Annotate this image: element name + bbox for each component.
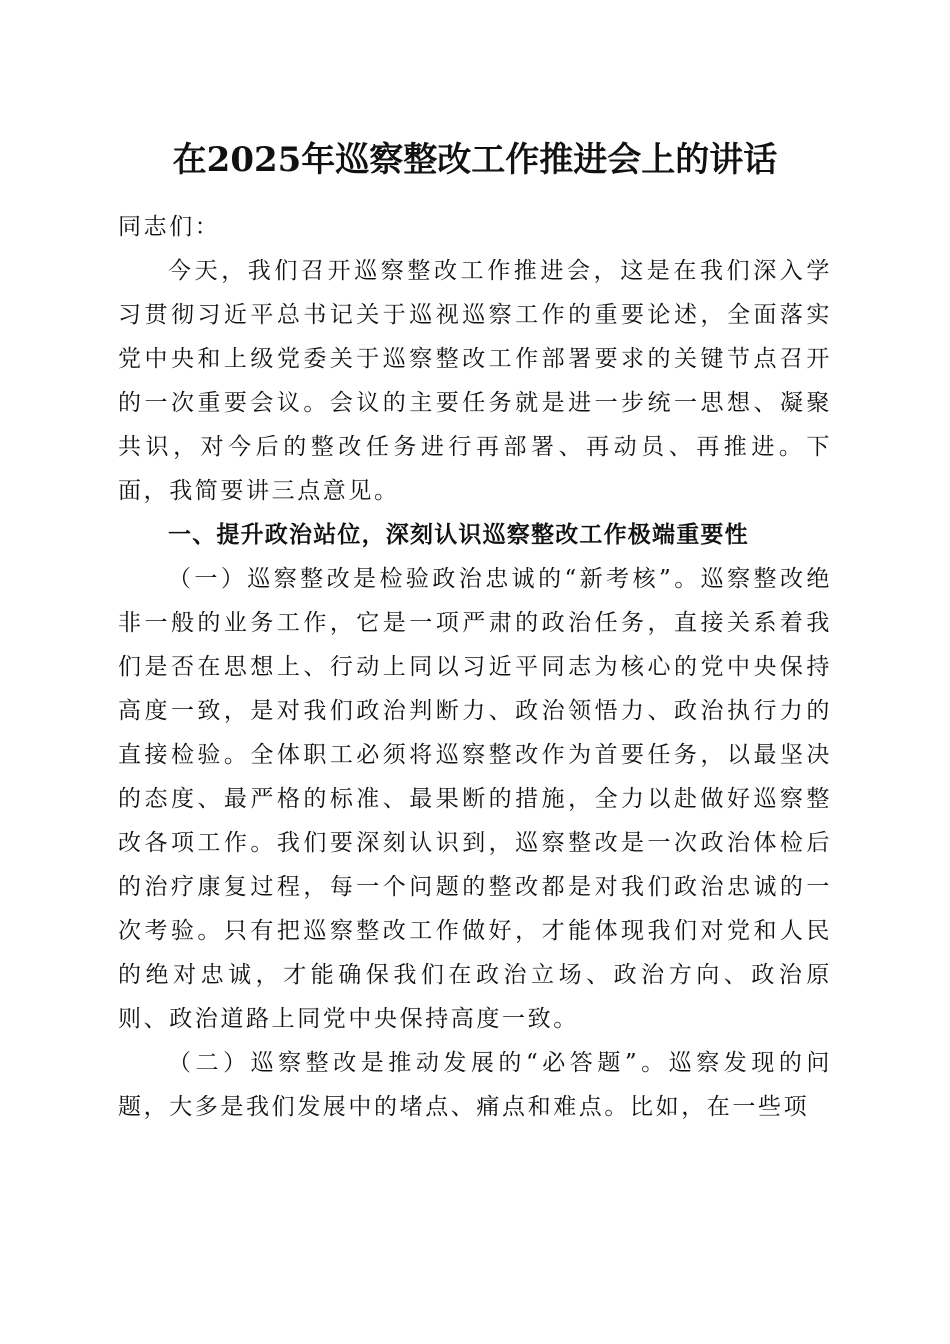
subsection-2-body: 巡察发现的问题，大多是我们发展中的堵点、痛点和难点。比如，在一些项: [118, 1050, 832, 1120]
intro-paragraph: 今天，我们召开巡察整改工作推进会，这是在我们深入学习贯彻习近平总书记关于巡视巡察工作的重要论述，全面落实党中央和上级党委关于巡察整改工作部署要求的关键节点召开的一次重要会议。会议的主要任务就是进一步统一思想、凝聚共识，对今后的整改任务进行再部署、再动员、再推进。下面，我简要讲三点意见。: [118, 258, 832, 504]
subsection-2-paragraph: [118, 1041, 832, 1129]
subsection-1-body: 巡察整改绝非一般的业务工作，它是一项严肃的政治任务，直接关系着我们是否在思想上、行动上同以习近平同志为核心的党中央保持高度一致，是对我们政治判断力、政治领悟力、政治执行力的直接检验。全体职工必须将巡察整改作为首要任务，以最坚决的态度、最严格的标准、最果断的措施，全力以赴做好巡察整改各项工作。我们要深刻认识到，巡察整改是一次政治体检后的治疗康复过程，每一个问题的整改都是对我们政治忠诚的一次考验。只有把巡察整改工作做好，才能体现我们对党和人民的绝对忠诚，才能确保我们在政治立场、政治方向、政治原则、政治道路上同党中央保持高度一致。: [118, 566, 832, 1032]
document-title: 在2025年巡察整改工作推进会上的讲话: [172, 140, 778, 180]
salutation: 同志们：: [118, 214, 221, 240]
section-heading-1: 一、提升政治站位，深刻认识巡察整改工作极端重要性: [168, 522, 749, 548]
subsection-1-paragraph: [118, 557, 832, 1041]
subsection-1-lead: （一）巡察整改是检验政治忠诚的“新考核”。: [168, 566, 701, 592]
subsection-2-lead: （二）巡察整改是推动发展的“必答题”。: [168, 1050, 669, 1076]
document-body: [118, 205, 832, 1129]
